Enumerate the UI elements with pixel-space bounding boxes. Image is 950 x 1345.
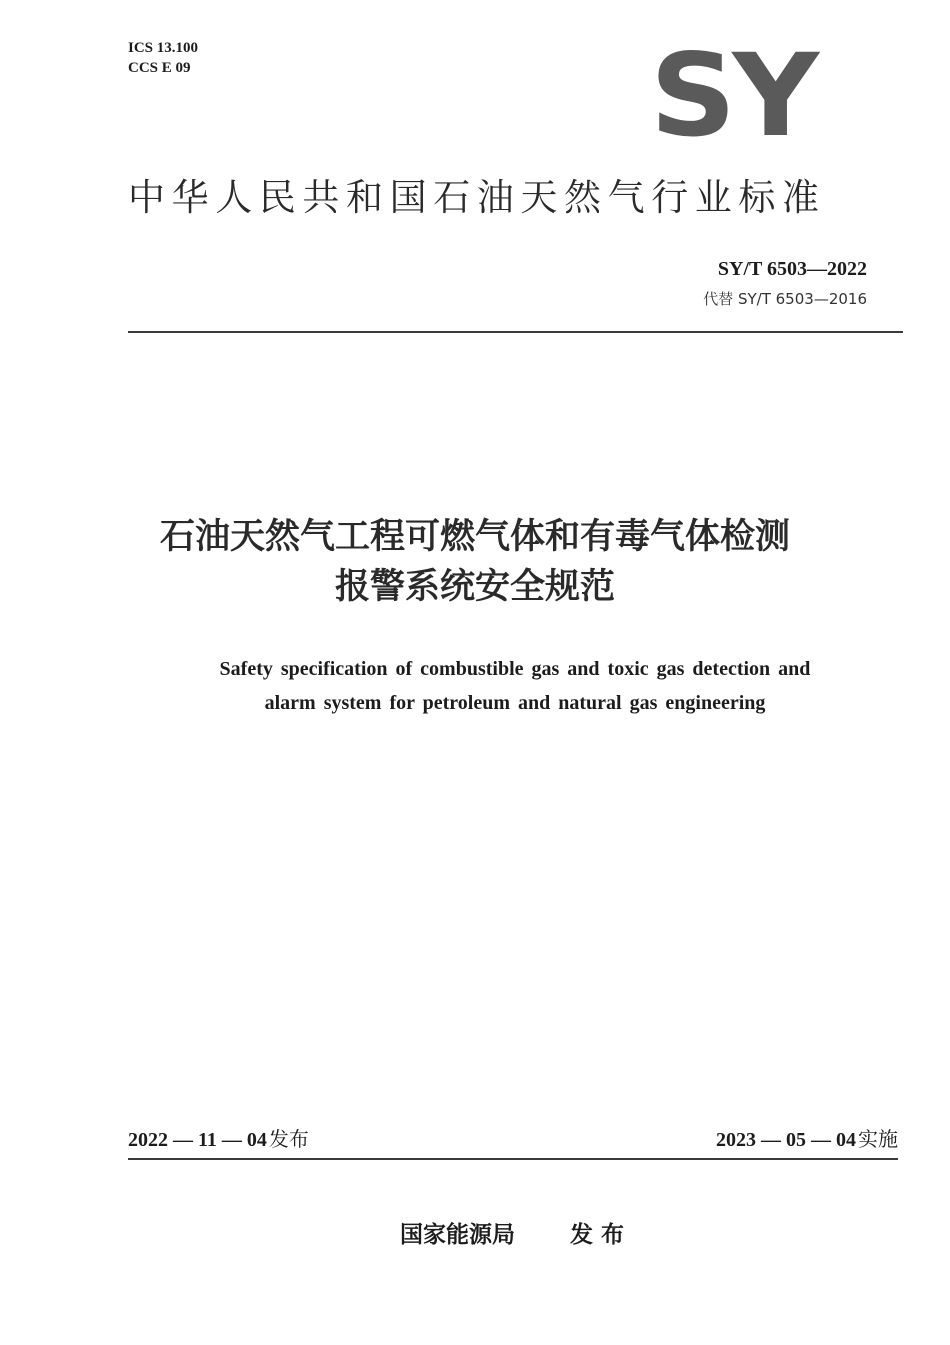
title-en-line-2: alarm system for petroleum and natural gas engineering	[264, 692, 766, 714]
implement-date: 2023 — 05 — 04	[716, 1129, 856, 1151]
ccs-code: CCS E 09	[128, 60, 191, 76]
publish-date: 2022 — 11 — 04	[128, 1129, 267, 1151]
document-title-chinese	[60, 512, 890, 612]
issuing-authority: 国家能源局	[400, 1222, 515, 1248]
title-cn-line-1: 石油天然气工程可燃气体和有毒气体检测	[159, 517, 790, 557]
document-title-english	[90, 652, 940, 720]
issue-label: 发布	[570, 1222, 632, 1248]
ics-code: ICS 13.100	[128, 40, 199, 56]
classification-codes	[128, 38, 198, 78]
national-standard-title: 中华人民共和国石油天然气行业标准	[128, 176, 826, 219]
publish-label: 发布	[268, 1127, 309, 1151]
implement-date-block	[716, 1124, 898, 1155]
implement-label: 实施	[858, 1127, 898, 1151]
bottom-divider	[128, 1158, 898, 1160]
title-en-line-1: Safety specification of combustible gas and toxic gas detection and	[219, 658, 811, 680]
replaces-standard: 代替 SY/T 6503—2016	[703, 290, 867, 308]
publish-date-block	[128, 1124, 309, 1155]
sy-logo: SY	[649, 30, 816, 163]
title-cn-line-2: 报警系统安全规范	[334, 567, 615, 607]
top-divider	[128, 331, 903, 333]
standard-number: SY/T 6503—2022	[717, 258, 867, 280]
